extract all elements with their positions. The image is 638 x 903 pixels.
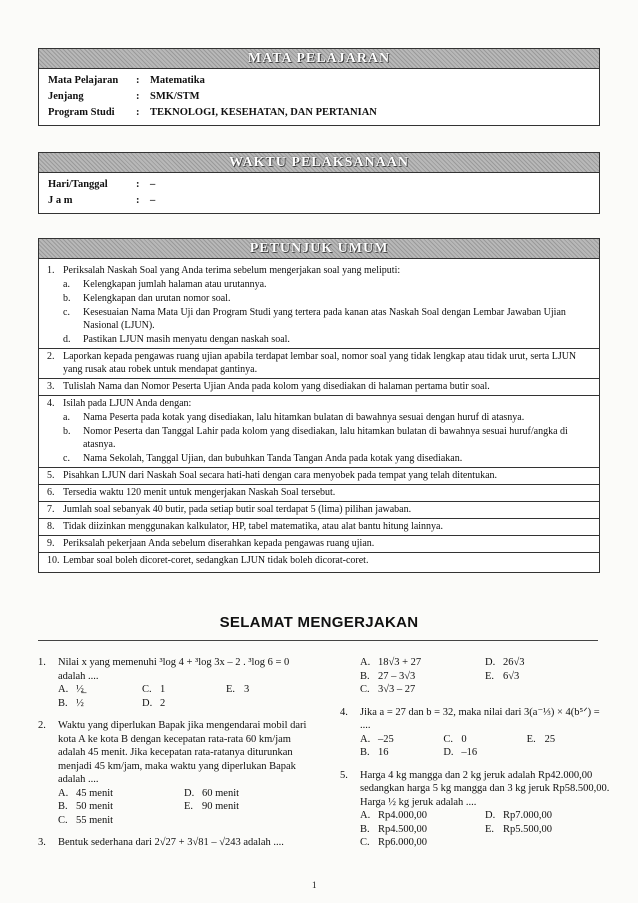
instruction-number: 4. — [47, 398, 55, 409]
question — [340, 706, 610, 760]
question-stem — [38, 836, 310, 850]
instruction-text: Tulislah Nama dan Nomor Peserta Ujian Anda pada kolom yang disediakan di halaman pertama butir soal. — [63, 381, 490, 392]
answer-option — [58, 814, 184, 828]
subitem-letter: b. — [63, 426, 71, 437]
instruction-text: Pisahkan LJUN dari Naskah Soal secara hati-hati dengan cara menyobek pada tempat yang telah ditentukan. — [63, 470, 498, 481]
subitem-text: Pastikan LJUN masih menyatu dengan naskah soal. — [83, 334, 290, 345]
question-text: Waktu yang diperlukan Bapak jika mengendarai mobil dari kota A ke kota B dengan kecepatan rata-rata 60 km/jam adalah 45 menit. Jika kecepatan rata-ratanya diturunkan menjadi 45 km/jam, maka waktu yang diperlukan Bapak adalah .... — [58, 720, 307, 785]
answer-option — [527, 733, 610, 747]
option-value: 16 — [378, 747, 389, 758]
option-letter: C. — [142, 684, 152, 695]
option-value: 2 — [160, 697, 166, 709]
answer-option — [443, 746, 526, 760]
instruction-text: Periksalah pekerjaan Anda sebelum diserahkan kepada pengawas ruang ujian. — [63, 538, 375, 549]
option-value: 26√3 — [503, 657, 525, 668]
option-letter: C. — [58, 814, 68, 826]
question-text: Jika a = 27 dan b = 32, maka nilai dari 3(a⁻⅓) × 4(b⁵ᐟ) = .... — [360, 706, 600, 731]
info-value: – — [150, 179, 156, 190]
info-key: Hari/Tanggal — [48, 179, 108, 190]
option-value: Rp4.000,00 — [378, 810, 428, 821]
answer-option — [485, 670, 610, 684]
instruction-number: 10. — [47, 555, 60, 566]
schedule-info — [39, 173, 599, 213]
answer-option — [360, 683, 485, 697]
answer-option — [360, 670, 485, 684]
closing-text: SELAMAT MENGERJAKAN — [219, 614, 419, 631]
instruction-item — [47, 396, 591, 467]
instruction-line — [47, 350, 591, 376]
info-key: J a m — [48, 195, 73, 206]
instructions-box — [38, 238, 600, 573]
divider — [38, 640, 598, 641]
instruction-item — [47, 263, 591, 348]
answer-options — [58, 683, 310, 710]
question-number: 4. — [340, 706, 348, 718]
info-key: Jenjang — [48, 91, 84, 102]
question-text: Bentuk sederhana dari 2√27 + 3√81 – √243 adalah .... — [58, 837, 284, 848]
instructions-title-bar — [39, 239, 599, 259]
option-value: –25 — [378, 733, 394, 745]
info-value: Matematika — [150, 75, 205, 86]
questions-left-column — [38, 656, 310, 859]
instruction-line — [47, 486, 591, 499]
info-colon: : — [136, 75, 140, 86]
subitem-text: Kelengkapan dan urutan nomor soal. — [83, 293, 231, 304]
answer-options — [360, 733, 610, 760]
instruction-number: 2. — [47, 351, 55, 362]
instruction-text: Periksalah Naskah Soal yang Anda terima sebelum mengerjakan soal yang meliputi: — [63, 265, 401, 276]
page-number: 1 — [312, 880, 317, 890]
option-letter: D. — [142, 697, 153, 709]
answer-option — [485, 809, 610, 823]
option-letter: A. — [58, 684, 69, 695]
info-value: – — [150, 195, 156, 206]
instructions-list — [39, 259, 599, 572]
option-letter: E. — [485, 823, 495, 835]
instruction-text: Tersedia waktu 120 menit untuk mengerjakan Naskah Soal tersebut. — [63, 487, 336, 498]
instruction-subitem — [63, 306, 591, 332]
subitem-letter: c. — [63, 307, 70, 318]
question — [38, 719, 310, 827]
option-letter: B. — [360, 670, 370, 682]
info-row — [48, 89, 590, 105]
answer-option — [360, 836, 485, 850]
answer-option — [443, 733, 526, 747]
question-stem — [340, 769, 610, 810]
option-value: Rp6.000,00 — [378, 837, 428, 848]
instruction-subitem — [63, 292, 591, 305]
option-value: 90 menit — [202, 801, 240, 812]
subitem-text: Kelengkapan jumlah halaman atau urutannya. — [83, 279, 267, 290]
question-text: Harga 4 kg mangga dan 2 kg jeruk adalah Rp42.000,00 sedangkan harga 5 kg mangga dan 3 kg jeruk Rp58.500,00. Harga ½ kg jeruk adalah .... — [360, 769, 610, 808]
option-letter: E. — [184, 801, 194, 812]
instruction-line — [47, 537, 591, 550]
question-number: 3. — [38, 837, 46, 848]
option-letter: D. — [443, 747, 454, 758]
option-value: –16 — [461, 747, 478, 758]
option-value: 3 — [244, 684, 250, 695]
subitem-letter: c. — [63, 453, 70, 464]
subject-title-bar — [39, 49, 599, 69]
info-key: Mata Pelajaran — [48, 75, 119, 86]
instruction-number: 1. — [47, 265, 55, 276]
schedule-box — [38, 152, 600, 214]
instruction-number: 6. — [47, 487, 55, 498]
question — [38, 656, 310, 710]
subitem-letter: a. — [63, 279, 70, 290]
option-letter: C. — [360, 837, 370, 848]
instruction-item — [47, 553, 591, 569]
instruction-number: 9. — [47, 538, 55, 549]
info-colon: : — [136, 195, 140, 206]
answer-option — [58, 697, 142, 711]
schedule-title-bar — [39, 153, 599, 173]
subject-info — [39, 69, 599, 125]
question-number: 1. — [38, 657, 46, 668]
instruction-line — [47, 469, 591, 482]
instruction-text: Laporkan kepada pengawas ruang ujian apabila terdapat lembar soal, nomor soal yang tidak lengkap atau tidak urut, serta LJUN yang rusak atau robek untuk mendapat gantinya. — [63, 351, 577, 375]
instruction-text: Jumlah soal sebanyak 40 butir, pada setiap butir soal terdapat 5 (lima) pilihan jawaban. — [63, 504, 412, 515]
question — [38, 836, 310, 850]
instruction-subitem — [63, 411, 591, 424]
question-stem — [38, 719, 310, 787]
instruction-number: 5. — [47, 470, 55, 481]
option-letter: D. — [184, 787, 195, 799]
instruction-line — [47, 554, 591, 567]
option-letter: B. — [58, 801, 68, 812]
option-letter: D. — [485, 810, 496, 821]
instruction-line — [47, 397, 591, 410]
instruction-item — [47, 519, 591, 535]
subitem-letter: a. — [63, 412, 70, 423]
info-row — [48, 177, 590, 193]
info-row — [48, 105, 590, 121]
subject-title: MATA PELAJARAN — [247, 51, 391, 66]
instruction-line — [47, 380, 591, 393]
info-key: Program Studi — [48, 107, 115, 118]
answer-option — [485, 823, 610, 837]
option-letter: C. — [443, 733, 453, 745]
instruction-line — [47, 264, 591, 277]
question-number: 2. — [38, 720, 46, 731]
instruction-text: Lembar soal boleh dicoret-coret, sedangkan LJUN tidak boleh dicorat-coret. — [63, 555, 369, 566]
answer-option — [360, 746, 443, 760]
subitem-text: Nama Sekolah, Tanggal Ujian, dan bubuhkan Tanda Tangan Anda pada kotak yang disediakan. — [83, 453, 463, 464]
question — [340, 769, 610, 850]
info-colon: : — [136, 107, 140, 118]
info-value: TEKNOLOGI, KESEHATAN, DAN PERTANIAN — [150, 107, 377, 118]
answer-option — [58, 787, 184, 801]
answer-option — [226, 683, 310, 697]
option-value: 6√3 — [503, 670, 520, 682]
answer-option — [58, 683, 142, 697]
option-letter: A. — [360, 657, 371, 668]
info-colon: : — [136, 179, 140, 190]
option-value: 55 menit — [76, 814, 114, 826]
option-value: 45 menit — [76, 787, 114, 799]
answer-option — [360, 733, 443, 747]
answer-option — [485, 656, 610, 670]
question-stem — [38, 656, 310, 683]
answer-options — [360, 809, 610, 850]
answer-option — [360, 809, 485, 823]
instruction-subitem — [63, 425, 591, 451]
instruction-item — [47, 502, 591, 518]
instruction-item — [47, 485, 591, 501]
option-letter: B. — [360, 823, 370, 835]
subitem-letter: d. — [63, 334, 71, 345]
subitem-text: Nomor Peserta dan Tanggal Lahir pada kolom yang disediakan, lalu hitamkan bulatan di bawahnya sesuai huruf/angka di atasnya. — [83, 426, 568, 450]
instruction-number: 3. — [47, 381, 55, 392]
option-letter: A. — [58, 787, 69, 799]
instruction-subitem — [63, 278, 591, 291]
instruction-text: Tidak diizinkan menggunakan kalkulator, HP, tabel matematika, atau alat bantu hitung lainnya. — [63, 521, 443, 532]
option-value: 27 – 3√3 — [378, 670, 416, 682]
instruction-line — [47, 503, 591, 516]
answer-option — [142, 683, 226, 697]
answer-option — [58, 800, 184, 814]
subitem-text: Kesesuaian Nama Mata Uji dan Program Studi yang tertera pada kanan atas Naskah Soal dengan Lembar Jawaban Ujian Nasional (LJUN). — [83, 307, 566, 331]
question — [340, 656, 610, 697]
option-value: 1 — [160, 684, 166, 695]
option-letter: B. — [360, 747, 370, 758]
info-value: SMK/STM — [150, 91, 200, 102]
instruction-item — [47, 349, 591, 378]
option-value: Rp5.500,00 — [503, 823, 553, 835]
instruction-item — [47, 379, 591, 395]
option-letter: E. — [226, 684, 236, 695]
question-text: Nilai x yang memenuhi ³log 4 + ³log 3x – 2 . ³log 6 = 0 adalah .... — [58, 657, 290, 682]
option-value: ½̲ — [76, 684, 84, 695]
answer-option — [360, 823, 485, 837]
question-stem — [340, 706, 610, 733]
questions-right-column — [340, 656, 610, 859]
option-value: 3√3 – 27 — [378, 684, 416, 695]
option-value: 0 — [461, 733, 467, 745]
option-letter: A. — [360, 810, 371, 821]
instruction-item — [47, 536, 591, 552]
instruction-number: 7. — [47, 504, 55, 515]
option-value: 25 — [544, 733, 556, 745]
instructions-title: PETUNJUK UMUM — [249, 241, 389, 256]
subject-box — [38, 48, 600, 126]
instruction-subitem — [63, 333, 591, 346]
option-value: Rp4.500,00 — [378, 823, 428, 835]
subitem-letter: b. — [63, 293, 71, 304]
instruction-text: Isilah pada LJUN Anda dengan: — [63, 398, 192, 409]
option-letter: E. — [526, 733, 536, 745]
option-letter: E. — [485, 670, 495, 682]
option-letter: B. — [58, 697, 68, 709]
answer-option — [184, 800, 310, 814]
answer-option — [360, 656, 485, 670]
option-value: Rp7.000,00 — [503, 810, 553, 821]
answer-option — [142, 697, 226, 711]
option-letter: A. — [360, 733, 371, 745]
subitem-text: Nama Peserta pada kotak yang disediakan, lalu hitamkan bulatan di bawahnya sesuai dengan huruf di atasnya. — [83, 412, 525, 423]
option-value: 50 menit — [76, 801, 114, 812]
info-colon: : — [136, 91, 140, 102]
option-value: ½ — [76, 697, 84, 709]
option-value: 60 menit — [202, 787, 240, 799]
instruction-number: 8. — [47, 521, 55, 532]
instruction-subitem — [63, 452, 591, 465]
answer-options — [360, 656, 610, 697]
schedule-title: WAKTU PELAKSANAAN — [229, 155, 409, 170]
question-number: 5. — [340, 769, 348, 781]
option-value: 18√3 + 27 — [378, 657, 422, 668]
instruction-line — [47, 520, 591, 533]
answer-options — [58, 787, 310, 828]
info-row — [48, 73, 590, 89]
instruction-item — [47, 468, 591, 484]
option-letter: C. — [360, 684, 370, 695]
option-letter: D. — [485, 657, 496, 668]
answer-option — [184, 787, 310, 801]
info-row — [48, 193, 590, 209]
